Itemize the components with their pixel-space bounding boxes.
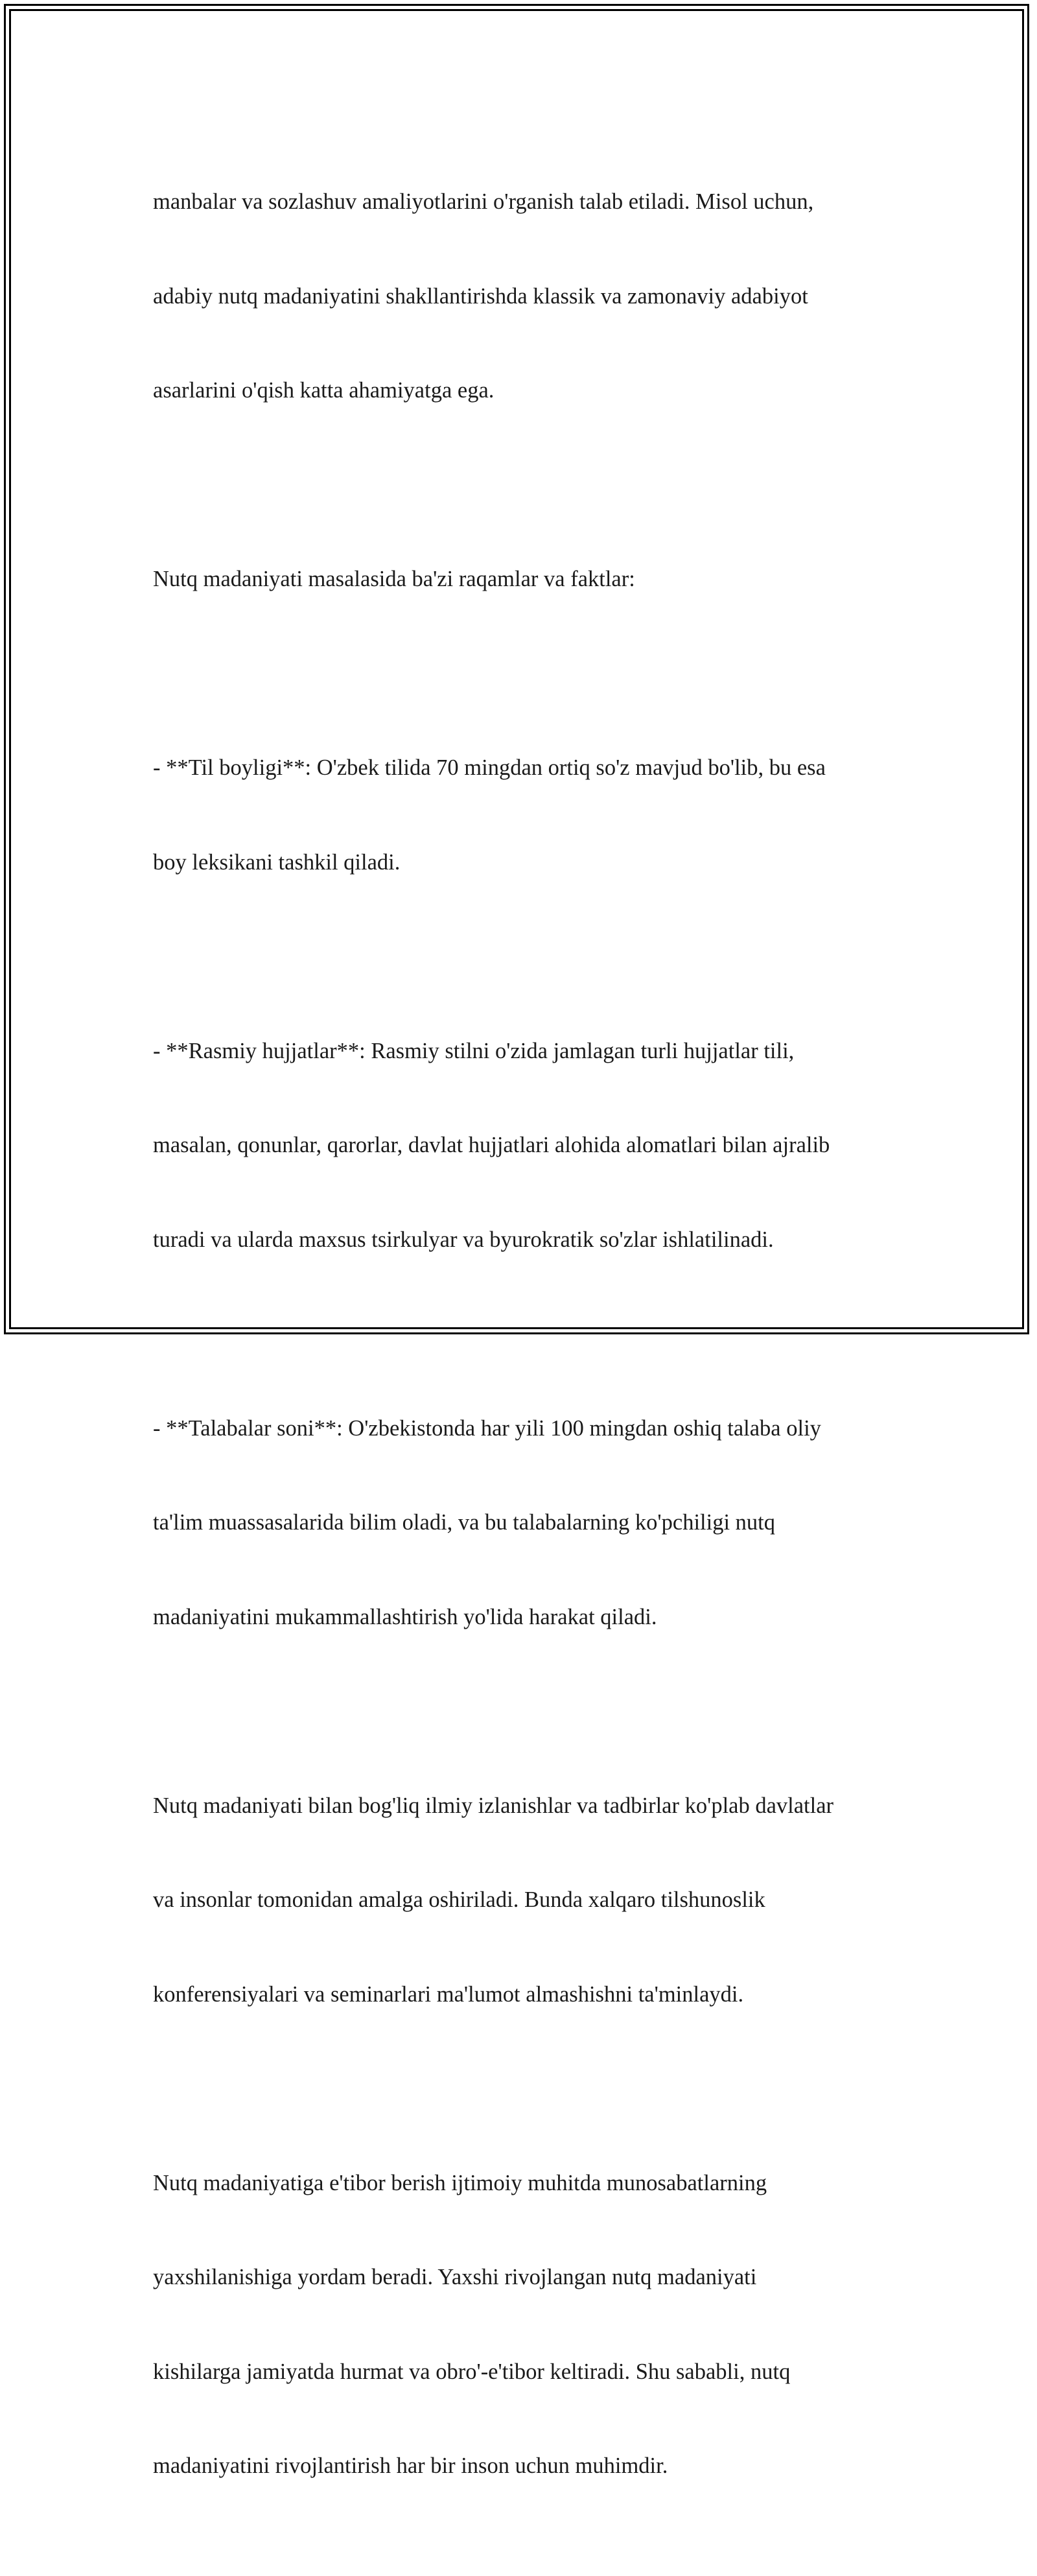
paragraph-research	[153, 1727, 892, 2074]
text-line: - **Til boyligi**: O'zbek tilida 70 mingdan ortiq so'z mavjud bo'lib, bu esa	[153, 755, 826, 780]
text-line: kishilarga jamiyatda hurmat va obro'-e'tibor keltiradi. Shu sababli, nutq	[153, 2359, 791, 2384]
text-line: boy leksikani tashkil qiladi.	[153, 849, 401, 875]
paragraph-intro	[153, 123, 892, 469]
list-item-talabalar-soni	[153, 1350, 892, 1696]
list-item-rasmiy-hujjatlar	[153, 973, 892, 1319]
text-line: yaxshilanishiga yordam beradi. Yaxshi rivojlangan nutq madaniyati	[153, 2265, 757, 2289]
text-line: madaniyatini rivojlantirish har bir inson uchun muhimdir.	[153, 2453, 668, 2478]
text-line: - **Rasmiy hujjatlar**: Rasmiy stilni o'zida jamlagan turli hujjatlar tili,	[153, 1038, 795, 1063]
text-line: madaniyatini mukammallashtirish yo'lida harakat qiladi.	[153, 1604, 657, 1629]
text-line: masalan, qonunlar, qarorlar, davlat hujjatlari alohida alomatlari bilan ajralib	[153, 1133, 830, 1157]
text-line: asarlarini o'qish katta ahamiyatga ega.	[153, 378, 495, 403]
text-line: manbalar va sozlashuv amaliyotlarini o'rganish talab etiladi. Misol uchun,	[153, 189, 814, 214]
text-line: adabiy nutq madaniyatini shakllantirishda klassik va zamonaviy adabiyot	[153, 283, 808, 309]
text-line: Nutq madaniyati bilan bog'liq ilmiy izlanishlar va tadbirlar ko'plab davlatlar	[153, 1793, 834, 1818]
document-body	[153, 123, 892, 2576]
text-line: va insonlar tomonidan amalga oshiriladi. Bunda xalqaro tilshunoslik	[153, 1887, 765, 1912]
text-line: Nutq madaniyati masalasida ba'zi raqamlar va faktlar:	[153, 567, 635, 591]
text-line: ta'lim muassasalarida bilim oladi, va bu talabalarning ko'pchiligi nutq	[153, 1510, 776, 1535]
paragraph-conclusion	[153, 2105, 892, 2545]
text-line: Nutq madaniyatiga e'tibor berish ijtimoiy muhitda munosabatlarning	[153, 2170, 767, 2195]
list-item-til-boyligi	[153, 689, 892, 941]
paragraph-facts-heading	[153, 501, 892, 658]
text-line: - **Talabalar soni**: O'zbekistonda har yili 100 mingdan oshiq talaba oliy	[153, 1415, 821, 1441]
text-line: konferensiyalari va seminarlari ma'lumot almashishni ta'minlaydi.	[153, 1981, 744, 2007]
text-line: turadi va ularda maxsus tsirkulyar va byurokratik so'zlar ishlatilinadi.	[153, 1227, 774, 1252]
